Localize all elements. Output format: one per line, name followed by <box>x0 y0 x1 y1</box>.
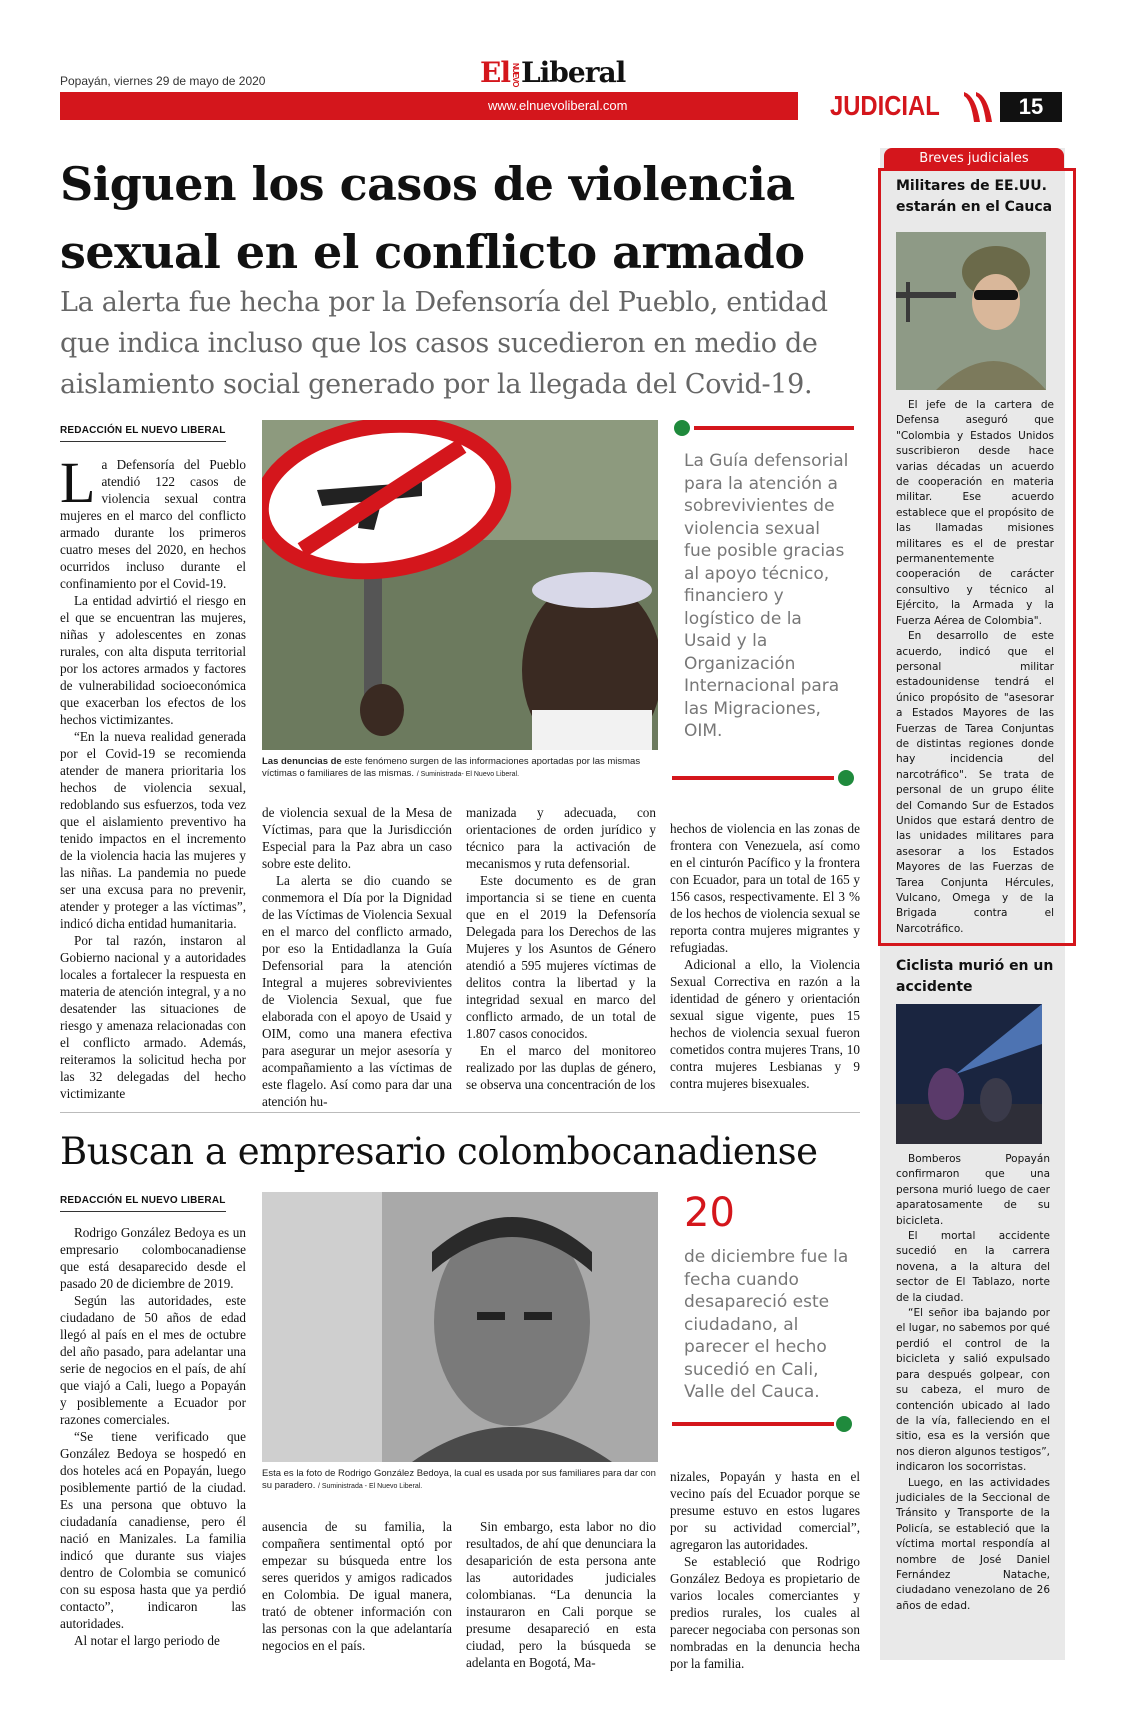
article1-column-4 <box>670 820 860 1092</box>
accident-photo <box>896 1004 1042 1144</box>
byline: REDACCIÓN EL NUEVO LIBERAL <box>60 1192 226 1212</box>
website-url[interactable]: www.elnuevoliberal.com <box>488 98 628 113</box>
byline: REDACCIÓN EL NUEVO LIBERAL <box>60 422 226 442</box>
paragraph: a Defensoría del Pueblo atendió 122 casos de violencia sexual contra mujeres en el marco del conflicto armado durante los primeros cuatro meses del 2020, en hechos ocurridos incluso durante el confinamiento por el Covid-19. <box>60 457 246 591</box>
paragraph: “En la nueva realidad generada por el Covid-19 se recomienda atender de manera prioritaria los hechos de violencia sexual, redoblando sus esfuerzos, toda vez que el aislamiento preventivo ha tenido impactos en el incremento de la violencia hacia las mujeres y las niñas. La pandemia no puede ser una excusa para no prevenir, atender y proteger a las víctimas”, indicó dicha entidad humanitaria. <box>60 729 246 931</box>
paragraph: ausencia de su familia, la compañera sentimental optó por empezar su búsqueda entre los seres queridos y amigos radicados en Colombia. De igual manera, trató de obtener información con las personas con la que adelantaría negocios en el país. <box>262 1519 452 1653</box>
section-stripes-icon <box>962 92 998 122</box>
paragraph: Bomberos Popayán confirmaron que una persona murió luego de caer aparatosamente de su bicicleta. <box>896 1153 1050 1227</box>
paragraph: Este documento es de gran importancia si se tiene en cuenta que en el 2019 la Defensoría Delegada para los Derechos de las Mujeres y los Asuntos de Género atendió a 595 mujeres víctimas de delitos contra la libertad y la integridad sexual en marco del conflicto armado, de un total de 1.807 casos conocidos. <box>466 873 656 1041</box>
page-number: 15 <box>1000 92 1062 122</box>
main-deck: La alerta fue hecha por la Defensoría del Pueblo, entidad que indica incluso que los casos sucedieron en medio de aislamiento social generado por la llegada del Covid-19. <box>60 287 828 400</box>
brief2-headline: Ciclista murió en un accidente <box>896 958 1054 995</box>
pull-quote-bottom-dot <box>838 770 854 786</box>
sidebar-tab: Breves judiciales <box>884 148 1064 170</box>
brief1-text <box>896 398 1054 937</box>
paragraph: En desarrollo de este acuerdo, indicó que el personal militar estadounidense tendrá el único propósito de "asesorar a Estados Mayores de las Fuerzas de Tarea Conjuntas de distintas regiones donde hay incidencia del narcotráfico". Se trata de personal de un grupo élite del Comando Sur de Estados Unidos que estará dentro de las unidades militares para asesorar a los Estados Mayores de las Fuerzas de Tarea Conjunta Hércules, Vulcano, Omega y de la Brigada contra el Narcotráfico. <box>896 630 1054 935</box>
soldier-photo <box>896 232 1046 390</box>
protest-sign-photo <box>262 420 658 750</box>
article1-column-3 <box>466 804 656 1093</box>
pull-quote-top-bar <box>694 426 854 430</box>
article2-pull-quote: de diciembre fue la fecha cuando desapareció este ciudadano, al parecer el hecho sucedió en Cali, Valle del Cauca. <box>684 1247 849 1402</box>
pull-quote-bottom-dot <box>836 1416 852 1432</box>
paragraph: de violencia sexual de la Mesa de Víctimas, para que la Jurisdicción Especial para la Paz abra un caso sobre este delito. <box>262 805 452 871</box>
pull-quote-bottom-bar <box>672 776 834 780</box>
article2-column-2 <box>262 1518 452 1654</box>
paragraph: Rodrigo González Bedoya es un empresario colombocanadiense que está desaparecido desde el pasado 20 de diciembre de 2019. <box>60 1225 246 1291</box>
brief1-headline: Militares de EE.UU. estarán en el Cauca <box>896 178 1053 215</box>
brief2-text <box>896 1152 1050 1614</box>
accident-scene-icon <box>896 1004 1042 1144</box>
paragraph: La alerta se dio cuando se conmemora el Día por la Dignidad de las Víctimas de Violencia Sexual en el marco del conflicto armado, por eso la Entidadlanza la Guía Defensorial para la atención Integral a mujeres sobrevivientes de Violencia Sexual, que fue elaborada con el apoyo de Usaid y OIM, como una manera efectiva para asegurar un mejor asesoría y acompañamiento a las víctimas de este flagelo. Así como para dar una atención hu- <box>262 873 452 1109</box>
paragraph: La entidad advirtió el riesgo en el que se encuentran las mujeres, niñas y adolescentes en zonas rurales, con alta disputa territorial por los actores armados y factores de vulnerabilidad socioeconómica que exacerban los efectos de los hechos victimizantes. <box>60 593 246 727</box>
article1-column-1 <box>60 420 246 1102</box>
main-headline: Siguen los casos de violencia sexual en el conflicto armado <box>60 157 805 279</box>
second-headline: Buscan a empresario colombocanadiense <box>60 1130 818 1173</box>
article-divider <box>60 1112 860 1113</box>
article2-column-1 <box>60 1190 246 1649</box>
paragraph: En el marco del monitoreo realizado por las duplas de género, se observa una concentración de los <box>466 1043 656 1092</box>
paragraph: “Se tiene verificado que González Bedoya se hospedó en dos hoteles acá en Popayán, luego posiblemente partió de la ciudad. Es una persona que obtuvo la ciudadanía canadiense, pero él nació en Manizales. La familia indicó que durante sus viajes dentro de Colombia se comunicó con su esposa hasta que ya perdió contacto”, indicaron las autoridades. <box>60 1429 246 1631</box>
article1-column-2 <box>262 804 452 1110</box>
portrait-icon <box>262 1192 658 1462</box>
paragraph: manizada y adecuada, con orientaciones de orden jurídico y técnico para la activación de mecanismos y ruta defensorial. <box>466 805 656 871</box>
paragraph: Luego, en las actividades judiciales de la Seccional de Tránsito y Transporte de la Policía, se estableció que la víctima mortal respondía al nombre de José Daniel Fernández Natache, ciudadano venezolano de 26 años de edad. <box>896 1476 1050 1612</box>
drop-cap: L <box>60 450 96 515</box>
pull-quote-top-dot <box>674 420 690 436</box>
paragraph: Por tal razón, instaron al Gobierno nacional y a autoridades locales a fortalecer la respuesta en materia de atención integral, y a no desatender las situaciones de riesgo y amenaza relacionadas con el conflicto armado. Además, reiteramos la solicitud hecha por las 32 delegadas del hecho victimizante <box>60 933 246 1101</box>
paragraph: nizales, Popayán y hasta en el vecino país del Ecuador porque se presume estuvo en estos lugares por su actividad comercial”, agregaron las autoridades. <box>670 1469 860 1552</box>
edition-date: Popayán, viernes 29 de mayo de 2020 <box>60 74 266 88</box>
photo1-caption: Las denuncias de este fenómeno surgen de las informaciones aportadas por las mismas víctimas o familiares de las mismas. / Suministrada- El Nuevo Liberal. <box>262 756 641 779</box>
article1-pull-quote: La Guía defensorial para la atención a sobrevivientes de violencia sexual fue posible gracias al apoyo técnico, financiero y logístico de la Usaid y la Organización Internacional para las Migraciones, OIM. <box>684 451 849 741</box>
header-red-bar <box>60 92 798 120</box>
article2-column-4 <box>670 1468 860 1672</box>
paragraph: Sin embargo, esta labor no dio resultados, de ahí que denunciara la desaparición de esta persona ante las autoridades judiciales colombianas. “La denuncia la instauraron en Cali porque se presume desapareció en esta ciudad, pero la búsqueda se adelanta en Bogotá, Ma- <box>466 1519 656 1670</box>
article2-column-3 <box>466 1518 656 1671</box>
paragraph: Adicional a ello, la Violencia Sexual Correctiva en razón a la identidad de género y orientación sexual sigue vigente, pues 15 hechos de violencia sexual fueron cometidos contra mujeres Trans, 10 contra mujeres Lesbianas y 9 contra mujeres bisexuales. <box>670 957 860 1091</box>
paragraph: hechos de violencia en las zonas de frontera con Venezuela, así como en el cinturón Pacífico y la frontera con Ecuador, para un total de 165 y 156 casos, respectivamente. El 3 % de los hechos de violencia sexual se reporta contra mujeres migrantes y refugiadas. <box>670 821 860 955</box>
paragraph: “El señor iba bajando por el lugar, no sabemos por qué perdió el control de la bicicleta y salió expulsado para después golpear, con su cabeza, el muro de contención ubicado al lado de la vía, falleciendo en el sitio, esa es la versión que nos dieron algunos testigos”, indicaron los socorristas. <box>896 1307 1050 1474</box>
paragraph: Según las autoridades, este ciudadano de 50 años de edad llegó al país en el mes de octubre del año pasado, para adelantar una serie de negocios en el país, de ahí que viajó a Cali, luego a Popayán y posiblemente a Ecuador por razones comerciales. <box>60 1293 246 1427</box>
no-weapons-sign-icon <box>262 420 658 750</box>
photo2-caption: Esta es la foto de Rodrigo González Bedoya, la cual es usada por sus familiares para dar con su paradero. / Suministrada - El Nuevo Liberal. <box>262 1468 656 1491</box>
paragraph: El jefe de la cartera de Defensa aseguró que "Colombia y Estados Unidos suscribieron desde hace varias décadas un acuerdo de cooperación en materia militar. Ese acuerdo establece que el propósito de las llamadas misiones militares es el de prestar permanentemente cooperación de carácter consultivo y técnico al Ejército, la Armada y la Fuerza Aérea de Colombia". <box>896 399 1054 627</box>
paragraph: El mortal accidente sucedió en la carrera novena, a la altura del sector de El Tablazo, norte de la ciudad. <box>896 1230 1050 1304</box>
big-number: 20 <box>684 1190 735 1236</box>
missing-man-photo <box>262 1192 658 1462</box>
newspaper-logo: ElNUEVOLiberal <box>480 56 626 89</box>
paragraph: Al notar el largo periodo de <box>74 1633 220 1648</box>
soldier-icon <box>896 232 1046 390</box>
pull-quote-bottom-bar <box>672 1422 834 1426</box>
section-name: JUDICIAL <box>830 90 940 121</box>
paragraph: Se estableció que Rodrigo González Bedoya es propietario de varios locales comerciantes y predios rurales, los cuales al parecer negociaba con personas son nombradas en la denuncia hecha por la familia. <box>670 1554 860 1671</box>
